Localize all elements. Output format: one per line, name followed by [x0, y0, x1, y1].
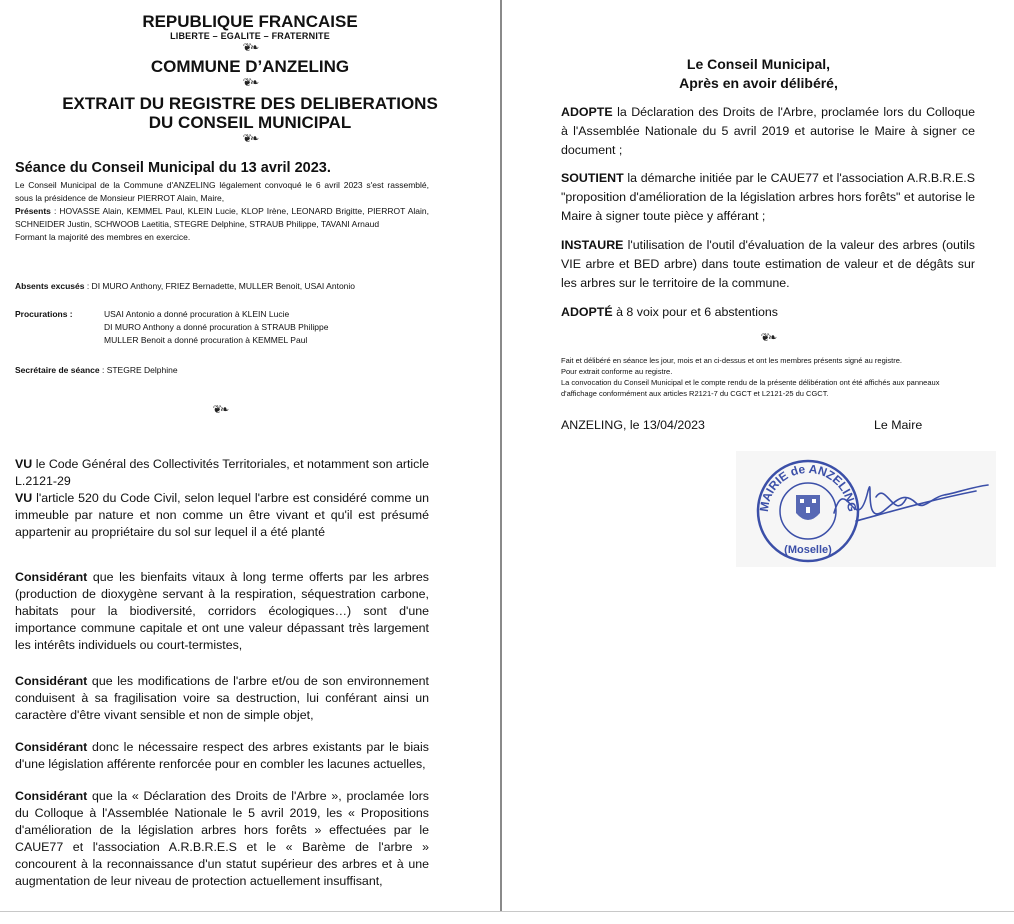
considerant-keyword: Considérant [15, 789, 88, 803]
vu-keyword: VU [15, 457, 33, 471]
considerant-text: que les bienfaits vitaux à long terme offerts par les arbres (production de dioxygène servant à la respiration, séquestration carbone, habitats pour la biodiversité, corridors écologiques…) sont d'une importance commune capitale et ont une valeur dépassant très largement les intérêts individuels ou court-termistes, [15, 570, 429, 652]
seal-top-textpath: MAIRIE de ANZELING [756, 461, 860, 513]
ornament-2: ❦❧ [242, 77, 258, 89]
seance-details [15, 179, 429, 244]
deliberation-title-line1: Le Conseil Municipal, [686, 56, 831, 72]
considerant-keyword: Considérant [15, 674, 88, 688]
deliberation-title-line2: Après en avoir délibéré, [679, 75, 838, 91]
mairie-seal-and-signature [736, 451, 996, 567]
instaure-keyword: INSTAURE [561, 238, 624, 252]
legal-note: Pour extrait conforme au registre. [561, 367, 673, 376]
bottom-edge [0, 911, 1014, 912]
considerant-text: donc le nécessaire respect des arbres existants par le biais d'une législation afférente renforcée pour en combler les lacunes actuelles, [15, 740, 429, 771]
procuration-item: DI MURO Anthony a donné procuration à STRAUB Philippe [104, 322, 329, 332]
soutient-keyword: SOUTIENT [561, 171, 624, 185]
considerant-text: que la « Déclaration des Droits de l'Arbre », proclamée lors du Colloque à l'Assemblée Nationale le 5 avril 2019, les « Propositions d'amélioration de la législation arbres hors forêts » effectuées par le CAUE77 et l'association A.R.B.R.E.S et le « Barème de l'arbre » concourent à la reconnaissance d'un statut supérieur des arbres et à une augmentation de leur niveau de protection actuellement insuffisant, [15, 789, 429, 888]
le-maire-label: Le Maire [874, 418, 923, 432]
majorite-text: Formant la majorité des membres en exercice. [15, 232, 191, 242]
secretaire-text: : STEGRE Delphine [101, 365, 178, 375]
commune-title: COMMUNE D’ANZELING [150, 57, 350, 76]
procuration-item: MULLER Benoit a donné procuration à KEMMEL Paul [104, 335, 308, 345]
deliberation-title [503, 55, 1014, 93]
visas-block [15, 456, 429, 541]
absents-label: Absents excusés [15, 281, 85, 291]
page-divider [500, 0, 502, 912]
extrait-title-line1: EXTRAIT DU REGISTRE DES DELIBERATIONS [62, 94, 438, 113]
legal-notes [561, 355, 975, 399]
place-date: ANZELING, le 13/04/2023 [561, 418, 705, 432]
adopte-keyword: ADOPTE [561, 105, 613, 119]
procurations-label: Procurations : [15, 309, 73, 319]
presents-text: : HOVASSE Alain, KEMMEL Paul, KLEIN Lucie, KLOP Irène, LEONARD Brigitte, PIERROT Alain, SCHNEIDER Justin, SCHWOOB Laetitia, STEGRE Delphine, STRAUB Philippe, TAVANI Arnaud [15, 206, 429, 229]
vote-keyword: ADOPTÉ [561, 305, 613, 319]
seance-title: Séance du Conseil Municipal du 13 avril 2023. [15, 160, 331, 176]
secretaire-line [15, 364, 429, 377]
ornament-5: ❦❧ [760, 332, 776, 344]
adopte-text: la Déclaration des Droits de l'Arbre, proclamée lors du Colloque à l'Assemblée Nationale du 5 avril 2019 et autorise le Maire à signer ce document ; [561, 105, 975, 157]
republique-title: REPUBLIQUE FRANCAISE [142, 12, 358, 31]
vu-keyword: VU [15, 491, 33, 505]
seal-bottom-text: (Moselle) [784, 544, 832, 556]
considerant-paragraph-1 [15, 569, 429, 654]
secretaire-label: Secrétaire de séance [15, 365, 100, 375]
absents-line [15, 280, 429, 293]
legal-note: La convocation du Conseil Municipal et le compte rendu de la présente délibération ont été affichés aux panneaux d'affichage conformément aux articles R2121-7 du CGCT et L2121-25 du CGCT. [561, 378, 940, 398]
left-page [0, 0, 500, 912]
convocation-text: Le Conseil Municipal de la Commune d'ANZELING légalement convoqué le 6 avril 2023 s'est rassemblé, sous la présidence de Monsieur PIERROT Alain, Maire, [15, 180, 429, 203]
soutient-paragraph [561, 169, 975, 226]
ornament-3: ❦❧ [242, 133, 258, 145]
soutient-text: la démarche initiée par le CAUE77 et l'association A.R.B.R.E.S "proposition d'amélioration de la législation arbres hors forêts" et autorise le Maire à signer toute pièce y afférant ; [561, 171, 975, 223]
vu-text: l'article 520 du Code Civil, selon lequel l'arbre est considéré comme un immeuble par nature et non comme un être vivant et qu'il est présumé appartenir au propriétaire du sol sur lequel il a été planté [15, 491, 429, 539]
adopte-paragraph [561, 103, 975, 160]
absents-text: : DI MURO Anthony, FRIEZ Bernadette, MULLER Benoit, USAI Antonio [86, 281, 356, 291]
considerant-paragraph-2 [15, 673, 429, 724]
vote-result [561, 303, 975, 322]
instaure-paragraph [561, 236, 975, 293]
considerant-text: que les modifications de l'arbre et/ou de son environnement conduisent à sa fragilisation voire sa destruction, lui conférant ainsi un caractère d'être vivant sensible et non de simple objet, [15, 674, 429, 722]
header-block [0, 12, 500, 146]
considerant-keyword: Considérant [15, 740, 88, 754]
considerant-keyword: Considérant [15, 570, 88, 584]
vu-paragraph-2 [15, 490, 429, 541]
extrait-title-line2: DU CONSEIL MUNICIPAL [148, 113, 352, 132]
right-page [503, 0, 1014, 912]
ornament-4: ❦❧ [212, 404, 228, 416]
procurations-block [15, 308, 429, 347]
vu-text: le Code Général des Collectivités Territoriales, et notamment son article L.2121-29 [15, 457, 429, 488]
vu-paragraph-1 [15, 456, 429, 490]
vote-text: à 8 voix pour et 6 abstentions [612, 305, 778, 319]
presents-line [15, 205, 429, 231]
coat-of-arms-icon [796, 495, 820, 520]
considerant-paragraph-3 [15, 739, 429, 773]
legal-note: Fait et délibéré en séance les jour, mois et an ci-dessus et ont les membres présents signé au registre. [561, 356, 903, 365]
devise: LIBERTE – EGALITE – FRATERNITE [170, 31, 330, 41]
ornament-1: ❦❧ [242, 42, 258, 54]
presents-label: Présents [15, 206, 51, 216]
procuration-item: USAI Antonio a donné procuration à KLEIN Lucie [104, 309, 290, 319]
considerant-paragraph-4 [15, 788, 429, 890]
instaure-text: l'utilisation de l'outil d'évaluation de la valeur des arbres (outils VIE arbre et BED arbre) dans toute estimation de valeur et de dégâts sur les arbres sur le territoire de la commune. [561, 238, 975, 290]
